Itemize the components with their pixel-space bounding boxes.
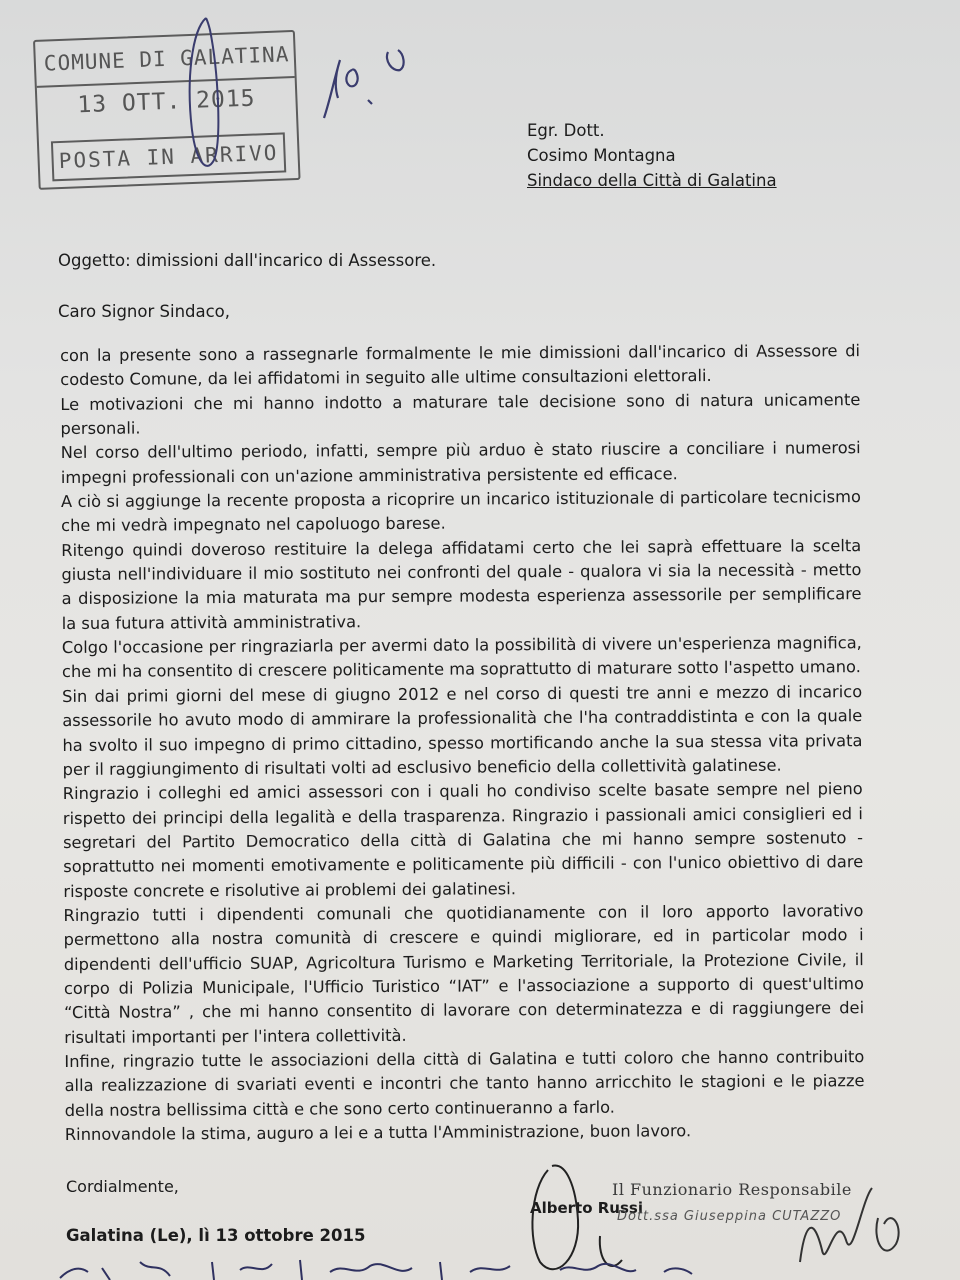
official-title: Il Funzionario Responsabile <box>612 1180 852 1199</box>
body-paragraph: Sin dai primi giorni del mese di giugno 2012 e nel corso di questi tre anni e mezzo di incarico assessorile ho avuto modo di ammirare la professionalità che l'ha contraddistinta e con la quale ha svolto il suo impegno di primo cittadino, spesso mortificando anche la sua stessa vita privata per il raggiungimento di risultati volti ad esclusivo beneficio della collettività galatinese. <box>62 681 863 779</box>
stamp-municipality: COMUNE DI GALATINA <box>35 32 295 88</box>
letter-subject: Oggetto: dimissioni dall'incarico di Assessore. <box>58 251 437 270</box>
body-paragraph: Ringrazio i colleghi ed amici assessori con i quali ho condiviso scelte basate sempre nel pieno rispetto dei principi della legalità e della trasparenza. Ringrazio i passionali amici consiglieri ed i segretari del Partito Democratico della città di Galatina che mi hanno sempre sostenuto - soprattutto nei momenti emotivamente e politicamente più difficili - con l'unico obiettivo di dare risposte concrete e risolutive ai problemi dei galatinesi. <box>62 779 864 901</box>
body-paragraph: Infine, ringrazio tutte le associazioni della città di Galatina e tutti coloro che hanno contribuito alla realizzazione di svariati eventi e incontri che tanto hanno arricchito le stagioni e le piazze della nostra bellissima città e che sono certo continueranno a farlo. <box>64 1047 865 1120</box>
body-paragraph: Le motivazioni che mi hanno indotto a maturare tale decisione sono di natura unicamente personali. <box>60 389 861 439</box>
bottom-handwritten-note <box>60 1260 692 1280</box>
body-paragraph: Ritengo quindi doveroso restituire la delega affidatami certo che lei saprà effettuare la scelta giusta nell'individuare il mio sostituto nei confronti del quale - qualora vi sia la necessità - metto a disposizione la mia maturata ma pur sempre modesta esperienza assessorile per semplificare la sua futura attività amministrativa. <box>61 535 862 633</box>
stamp-date: 13 OTT. 2015 <box>76 85 256 119</box>
body-paragraph: Colgo l'occasione per ringraziarla per avermi dato la possibilità di vivere un'esperienza magnifica, che mi ha consentito di crescere politicamente ma soprattutto di maturare sotto l'aspetto umano. <box>61 633 862 682</box>
addressee-name: Cosimo Montagna <box>527 146 676 165</box>
letter-salutation: Caro Signor Sindaco, <box>58 302 231 321</box>
body-paragraph: Ringrazio tutti i dipendenti comunali che quotidianamente con il loro apporto lavorativo permettono alla nostra comunità di crescere e quindi migliorare, ed in particolar modo i dipendenti dell'ufficio SUAP, Agricoltura Turismo e Marketing Territoriale, la Protezione Civile, il corpo di Polizia Municipale, l'Ufficio Turistico “IAT” e l'associazione a supporto di quest'ultimo “Città Nostra” , che mi hanno consentito di lavorare con determinatezza e di raggiungere dei risultati importanti per l'intera collettività. <box>63 901 865 1047</box>
body-paragraph: Rinnovandole la stima, auguro a lei e a tutta l'Amministrazione, buon lavoro. <box>64 1121 692 1144</box>
stamp-mail-label: POSTA IN ARRIVO <box>51 132 286 181</box>
addressee-block <box>527 118 777 193</box>
addressee-role: Sindaco della Città di Galatina <box>527 171 777 190</box>
body-paragraph: Nel corso dell'ultimo periodo, infatti, sempre più arduo è stato riuscire a conciliare i numerosi impegni professionali con un'azione amministrativa persistente ed efficace. <box>60 438 861 487</box>
protocol-handwriting <box>324 50 404 118</box>
signature-alberto-russi <box>532 1166 622 1270</box>
place-and-date: Galatina (Le), lì 13 ottobre 2015 <box>66 1226 366 1245</box>
body-paragraph: con la presente sono a rassegnarle formalmente le mie dimissioni dall'incarico di Assessore di codesto Comune, da lei affidatomi in seguito alle ultime consultazioni elettorali. <box>60 341 861 390</box>
official-name: Dott.ssa Giuseppina CUTAZZO <box>617 1209 842 1224</box>
letter-closing: Cordialmente, <box>66 1177 179 1196</box>
signature-official <box>800 1188 899 1262</box>
body-paragraph: A ciò si aggiunge la recente proposta a ricoprire un incarico istituzionale di particolare tecnicismo che mi vedrà impegnato nel capoluogo barese. <box>60 487 862 536</box>
received-stamp <box>33 30 301 190</box>
addressee-title: Egr. Dott. <box>527 121 605 140</box>
signer-name: Alberto Russi <box>530 1199 643 1217</box>
letter-body <box>60 339 865 1147</box>
